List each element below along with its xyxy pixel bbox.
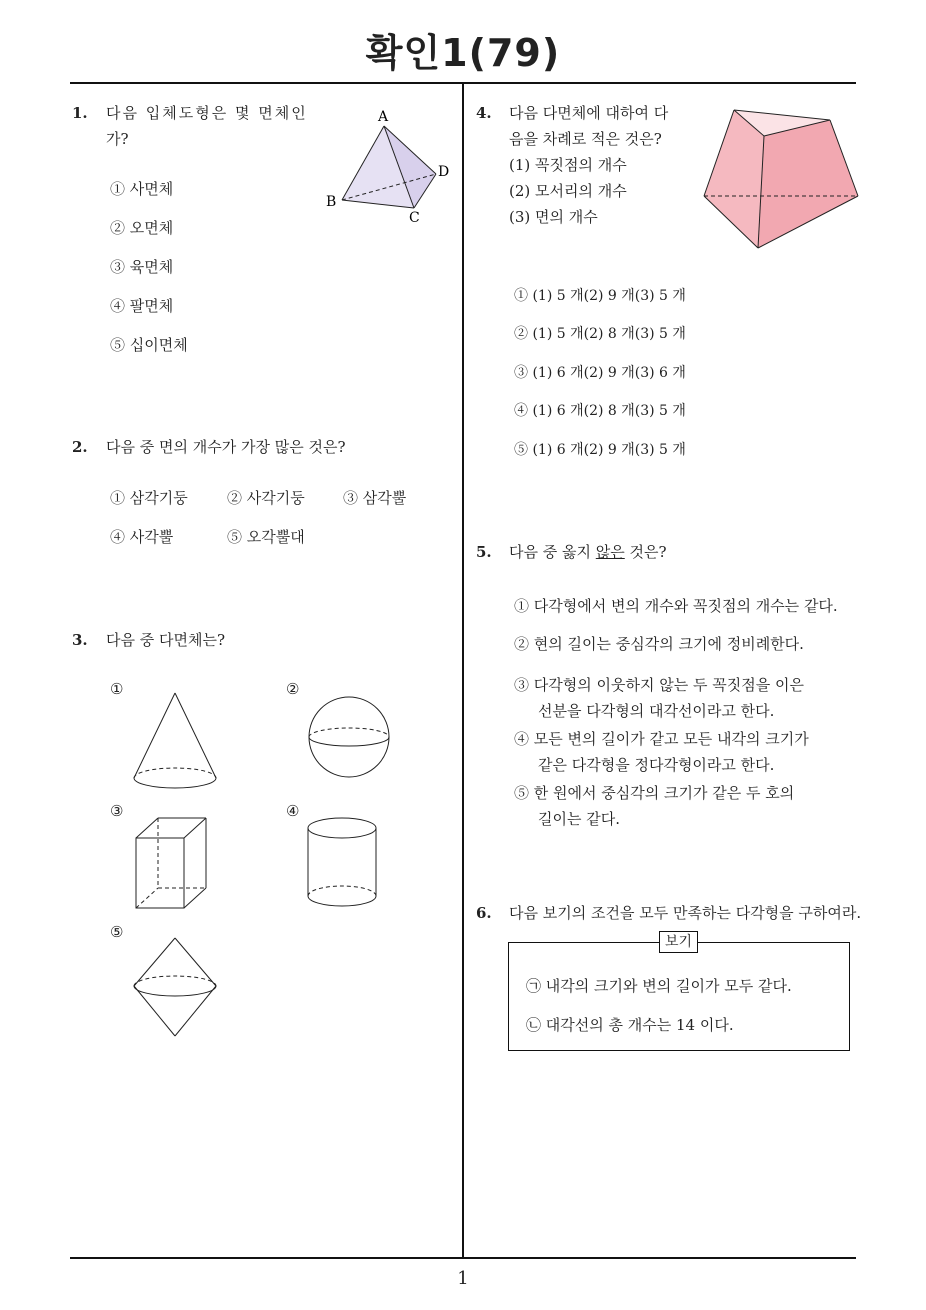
question-text (509, 100, 709, 230)
bottom-rule (70, 1257, 856, 1259)
question-text-line: 다음 다면체에 대하여 다 (509, 104, 669, 122)
option-5[interactable]: ⑤ 십이면체 (110, 336, 188, 354)
option-2[interactable]: ② 오면체 (110, 219, 174, 237)
page-number: 1 (457, 1268, 469, 1289)
question-number: 5. (476, 543, 492, 561)
vertex-label-c: C (409, 210, 420, 226)
option-line: ⑤ 한 원에서 중심각의 크기가 같은 두 호의 (514, 784, 795, 802)
page-title: 확인1(79) (365, 31, 561, 75)
question-text-line: 다음 입체도형은 몇 면체인 (106, 104, 308, 122)
option-1[interactable]: ① 사면체 (110, 180, 174, 198)
question-number: 1. (72, 104, 88, 122)
tetrahedron-figure (320, 104, 460, 234)
question-number: 3. (72, 631, 88, 649)
question-text: 다음 중 다면체는? (106, 631, 226, 649)
cuboid-figure[interactable] (128, 812, 218, 916)
truncated-pyramid-figure (698, 104, 863, 254)
option-5[interactable]: ⑤ (1) 6 개(2) 9 개(3) 5 개 (514, 442, 686, 458)
option-line: ④ 모든 변의 길이가 같고 모든 내각의 크기가 (514, 730, 809, 748)
option-2[interactable]: ② 사각기둥 (227, 489, 305, 507)
emphasis-not: 않은 (595, 543, 625, 561)
question-text (106, 100, 316, 152)
question-text-line: (1) 꼭짓점의 개수 (509, 156, 627, 174)
question-text-line: (2) 모서리의 개수 (509, 182, 627, 200)
option-3[interactable]: ③ 육면체 (110, 258, 174, 276)
option-3[interactable] (514, 672, 804, 724)
option-1[interactable]: ① (1) 5 개(2) 9 개(3) 5 개 (514, 288, 686, 304)
option-line: 선분을 다각형의 대각선이라고 한다. (538, 702, 775, 720)
column-divider (462, 84, 464, 1258)
question-text (509, 539, 667, 565)
question-number: 2. (72, 438, 88, 456)
question-text-line: (3) 면의 개수 (509, 208, 598, 226)
condition-2: ㉡ 대각선의 총 개수는 14 이다. (526, 1016, 734, 1034)
sphere-figure[interactable] (302, 690, 397, 785)
vertex-label-b: B (326, 194, 337, 210)
condition-1: ㉠ 내각의 크기와 변의 길이가 모두 같다. (526, 977, 792, 995)
option-2[interactable]: ② (1) 5 개(2) 8 개(3) 5 개 (514, 326, 686, 342)
option-4[interactable] (514, 726, 809, 778)
question-text: 다음 보기의 조건을 모두 만족하는 다각형을 구하여라. (509, 904, 862, 922)
option-5[interactable] (514, 780, 794, 832)
question-number: 6. (476, 904, 492, 922)
question-text: 다음 중 면의 개수가 가장 많은 것은? (106, 438, 346, 456)
option-2[interactable]: ② 현의 길이는 중심각의 크기에 정비례한다. (514, 635, 804, 653)
option-3[interactable]: ③ (1) 6 개(2) 9 개(3) 6 개 (514, 365, 686, 381)
option-4[interactable]: ④ 팔면체 (110, 297, 174, 315)
option-1[interactable]: ① 삼각기둥 (110, 489, 188, 507)
question-text-part: 것은? (624, 543, 667, 561)
cone-figure[interactable] (125, 690, 225, 795)
question-text-line: 음을 차례로 적은 것은? (509, 130, 662, 148)
condition-box-title: 보기 (659, 931, 698, 953)
cylinder-figure[interactable] (302, 812, 382, 916)
option-line: 길이는 같다. (538, 810, 620, 828)
vertex-label-d: D (438, 164, 450, 180)
question-text-line: 가? (106, 130, 129, 148)
option-line: 같은 다각형을 정다각형이라고 한다. (538, 756, 775, 774)
double-cone-figure[interactable] (125, 932, 225, 1042)
option-4[interactable]: ④ (1) 6 개(2) 8 개(3) 5 개 (514, 403, 686, 419)
option-4[interactable]: ④ 사각뿔 (110, 528, 174, 546)
option-3-mark[interactable]: ③ (110, 802, 124, 820)
option-1-mark[interactable]: ① (110, 680, 124, 698)
option-5[interactable]: ⑤ 오각뿔대 (227, 528, 305, 546)
option-5-mark[interactable]: ⑤ (110, 923, 124, 941)
option-3[interactable]: ③ 삼각뿔 (343, 489, 407, 507)
question-text-part: 다음 중 옳지 (509, 543, 596, 561)
option-line: ③ 다각형의 이웃하지 않는 두 꼭짓점을 이은 (514, 676, 804, 694)
option-2-mark[interactable]: ② (286, 680, 300, 698)
option-1[interactable]: ① 다각형에서 변의 개수와 꼭짓점의 개수는 같다. (514, 597, 838, 615)
question-number: 4. (476, 104, 492, 122)
option-4-mark[interactable]: ④ (286, 802, 300, 820)
vertex-label-a: A (378, 109, 389, 125)
